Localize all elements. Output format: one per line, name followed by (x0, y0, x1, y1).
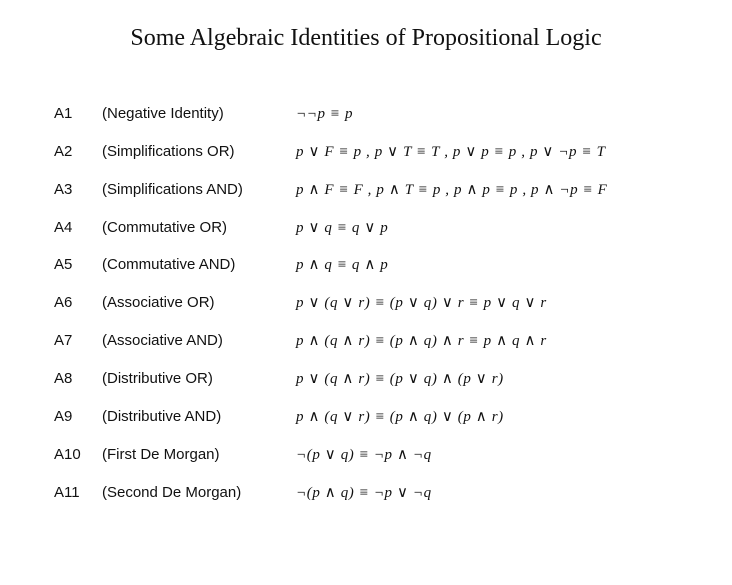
identity-row-a11 (0, 479, 732, 507)
identity-row-a2 (0, 138, 732, 166)
identity-id: A9 (54, 408, 73, 425)
page-title: Some Algebraic Identities of Propositional Logic (130, 25, 602, 51)
identity-row-a7 (0, 327, 732, 355)
identity-name: (Commutative OR) (102, 219, 228, 236)
identity-formula: p ∧ (q ∨ r) ≡ (p ∧ q) ∨ (p ∧ r) (296, 409, 504, 425)
identity-formula: p ∨ (q ∧ r) ≡ (p ∨ q) ∧ (p ∨ r) (296, 371, 504, 387)
identity-formula: ¬(p ∨ q) ≡ ¬p ∧ ¬q (296, 447, 432, 463)
identity-formula: p ∨ F ≡ p , p ∨ T ≡ T , p ∨ p ≡ p , p ∨ ¬p ≡ T (296, 144, 606, 160)
identity-name: (Negative Identity) (102, 105, 224, 122)
identity-formula: ¬(p ∧ q) ≡ ¬p ∨ ¬q (296, 485, 432, 501)
identity-name: (Simplifications OR) (102, 143, 235, 160)
identity-formula: p ∧ (q ∧ r) ≡ (p ∧ q) ∧ r ≡ p ∧ q ∧ r (296, 333, 547, 349)
identity-formula: ¬¬p ≡ p (296, 106, 354, 122)
identity-formula: p ∨ (q ∨ r) ≡ (p ∨ q) ∨ r ≡ p ∨ q ∨ r (296, 295, 547, 311)
identity-id: A4 (54, 219, 73, 236)
identity-id: A11 (54, 484, 80, 501)
identity-name: (Associative OR) (102, 294, 215, 311)
identity-formula: p ∧ F ≡ F , p ∧ T ≡ p , p ∧ p ≡ p , p ∧ ¬p ≡ F (296, 182, 608, 198)
identity-id: A5 (54, 256, 73, 273)
identity-id: A8 (54, 370, 73, 387)
identity-name: (Simplifications AND) (102, 181, 243, 198)
identity-name: (Commutative AND) (102, 256, 236, 273)
identity-id: A1 (54, 105, 73, 122)
identity-id: A3 (54, 181, 73, 198)
identity-id: A7 (54, 332, 73, 349)
identity-row-a1 (0, 100, 732, 128)
identity-name: (First De Morgan) (102, 446, 220, 463)
identity-row-a4 (0, 214, 732, 242)
identity-row-a6 (0, 289, 732, 317)
identity-row-a5 (0, 251, 732, 279)
identity-name: (Distributive OR) (102, 370, 213, 387)
identity-id: A2 (54, 143, 73, 160)
identity-row-a10 (0, 441, 732, 469)
identity-row-a9 (0, 403, 732, 431)
identity-name: (Distributive AND) (102, 408, 222, 425)
identity-row-a3 (0, 176, 732, 204)
identity-formula: p ∨ q ≡ q ∨ p (296, 220, 389, 236)
identity-id: A6 (54, 294, 73, 311)
identity-id: A10 (54, 446, 81, 463)
identity-formula: p ∧ q ≡ q ∧ p (296, 257, 389, 273)
identity-row-a8 (0, 365, 732, 393)
identity-name: (Associative AND) (102, 332, 223, 349)
identity-name: (Second De Morgan) (102, 484, 242, 501)
